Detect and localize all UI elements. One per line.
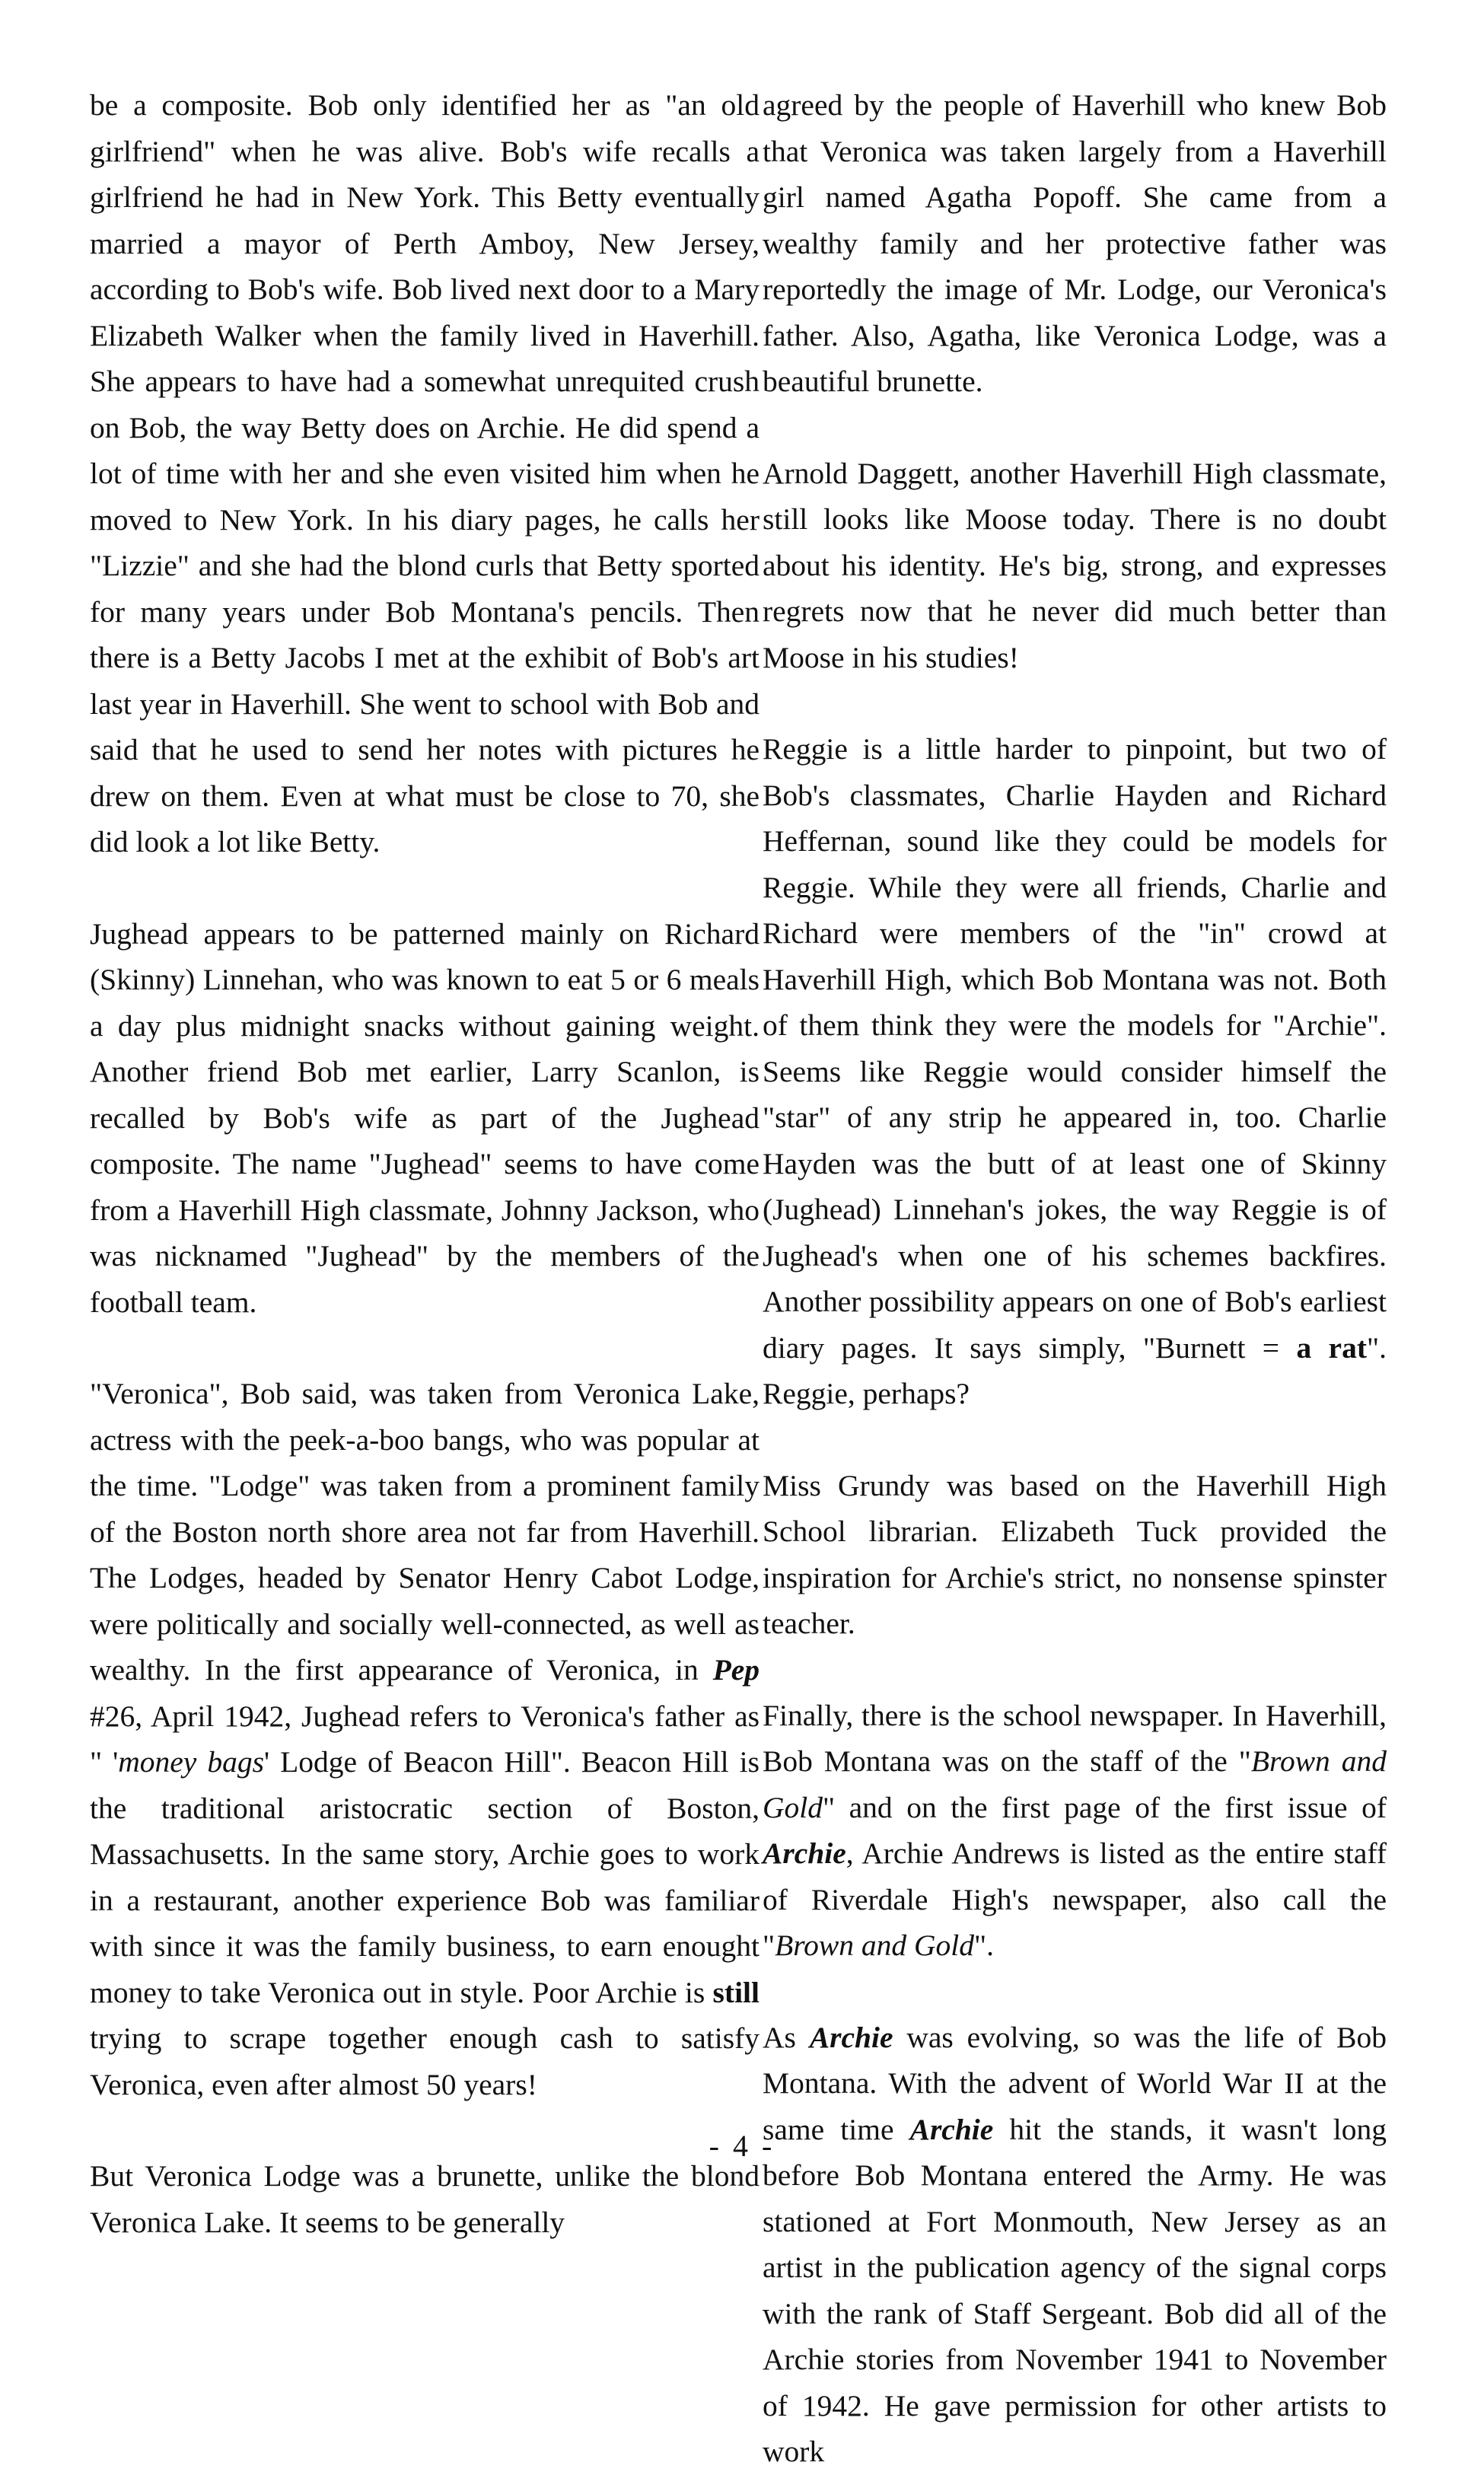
paragraph-newspaper xyxy=(763,1693,1387,1969)
text-run: , Archie Andrews is listed as the entire staff of Riverdale High's newspaper, also call the " xyxy=(763,1836,1387,1962)
emphasis-archie: Archie xyxy=(763,1836,846,1870)
text-run: Reggie is a little harder to pinpoint, but two of Bob's classmates, Charlie Hayden and Richard Heffernan, sound like they could be models for Reggie. While they were all friends, Charlie and Richard were members of the "in" crowd at Haverhill High, which Bob Montana was not. Both of them think they were the models for "Archie". Seems like Reggie would consider himself the "star" of any strip he appeared in, too. Charlie Hayden was the butt of at least one of Skinny (Jughead) Linnehan's jokes, the way Reggie is of Jughead's when one of his schemes backfires. Another possibility appears on one of Bob's earliest diary pages. It says simply, "Burnett = xyxy=(763,732,1387,1365)
text-run: was evolving, so was the life of Bob Montana. With the advent of World War II at the same time xyxy=(763,2020,1387,2146)
emphasis-pep: Pep xyxy=(712,1653,760,1687)
emphasis-archie: Archie xyxy=(909,2112,994,2146)
text-run: ". Reggie, perhaps? xyxy=(763,1330,1387,1410)
text-run: ' Lodge of Beacon Hill". Beacon Hill is the traditional aristocratic section of Boston, Massachusetts. In the same story, Archie goes to work in a restaurant, another experience Bob was familiar with since it was the family business, to earn enought money to take Veronica out in style. Poor Archie is xyxy=(90,1745,760,2009)
text-run: trying to scrape together enough cash to satisfy Veronica, even after almost 50 years! xyxy=(90,2021,760,2101)
emphasis-brown-and-gold: Brown and Gold xyxy=(775,1929,975,1962)
right-column xyxy=(763,82,1387,2475)
text-run: #26, April 1942, Jughead refers to Veronica's father as " ' xyxy=(90,1699,760,1779)
emphasis-money-bags: money bags xyxy=(118,1745,264,1779)
paragraph-miss-grundy: Miss Grundy was based on the Haverhill High School librarian. Elizabeth Tuck provided the inspiration for Archie's strict, no nonsense spinster teacher. xyxy=(763,1468,1387,1640)
emphasis-brown-and-gold: Brown and Gold xyxy=(763,1744,1387,1824)
left-column xyxy=(90,82,760,2245)
paragraph-reggie xyxy=(763,726,1387,1417)
text-run: As xyxy=(763,2020,810,2054)
text-run: hit the stands, it wasn't long before Bob Montana entered the Army. He was stationed at Fort Monmouth, New Jersey as an artist in the publication agency of the signal corps with the rank of Staff Sergeant. Bob did all of the Archie stories from November 1941 to November of 1942. He gave permission for other artists to work xyxy=(763,2112,1387,2468)
text-run: Finally, there is the school newspaper. In Haverhill, Bob Montana was on the staff of the " xyxy=(763,1698,1387,1778)
paragraph-army xyxy=(763,2015,1387,2475)
text-run: ". xyxy=(974,1929,995,1962)
paragraph-agatha: agreed by the people of Haverhill who knew Bob that Veronica was taken largely from a Haverhill girl named Agatha Popoff. She came from a wealthy family and her protective father was reportedly the image of Mr. Lodge, our Veronica's father. Also, Agatha, like Veronica Lodge, was a beautiful brunette. xyxy=(763,88,1387,398)
paragraph-moose: Arnold Daggett, another Haverhill High classmate, still looks like Moose today. There is no doubt about his identity. He's big, strong, and expresses regrets now that he never did much better than Moose in his studies! xyxy=(763,456,1387,674)
paragraph-veronica-brunette: But Veronica Lodge was a brunette, unlike the blond Veronica Lake. It seems to be generally xyxy=(90,2159,760,2239)
emphasis-a-rat: a rat xyxy=(1296,1330,1367,1365)
page-number: - 4 - xyxy=(709,2129,775,2163)
text-run: " and on the first page of the first issue of xyxy=(823,1790,1387,1824)
paragraph-veronica-lodge xyxy=(90,1371,760,2107)
paragraph-jughead: Jughead appears to be patterned mainly on Richard (Skinny) Linnehan, who was known to eat 5 or 6 meals a day plus midnight snacks without gaining weight. Another friend Bob met earlier, Larry Scanlon, is recalled by Bob's wife as part of the Jughead composite. The name "Jughead" seems to have come from a Haverhill High classmate, Johnny Jackson, who was nicknamed "Jughead" by the members of the football team. xyxy=(90,916,760,1319)
paragraph-betty: be a composite. Bob only identified her as "an old girlfriend" when he was alive. Bob's wife recalls a girlfriend he had in New York. This Betty eventually married a mayor of Perth Amboy, New Jersey, according to Bob's wife. Bob lived next door to a Mary Elizabeth Walker when the family lived in Haverhill. She appears to have had a somewhat unrequited crush on Bob, the way Betty does on Archie. He did spend a lot of time with her and she even visited him when he moved to New York. In his diary pages, he calls her "Lizzie" and she had the blond curls that Betty sported for many years under Bob Montana's pencils. Then there is a Betty Jacobs I met at the exhibit of Bob's art last year in Haverhill. She went to school with Bob and said that he used to send her notes with pictures he drew on them. Even at what must be close to 70, she did look a lot like Betty. xyxy=(90,88,760,858)
emphasis-still: still xyxy=(712,1975,760,2009)
text-run: "Veronica", Bob said, was taken from Veronica Lake, actress with the peek-a-boo bangs, who was popular at the time. "Lodge" was taken from a prominent family of the Boston north shore area not far from Haverhill. The Lodges, headed by Senator Henry Cabot Lodge, were politically and socially well-connected, as well as wealthy. In the first appearance of Veronica, in xyxy=(90,1377,760,1687)
emphasis-archie: Archie xyxy=(809,2020,893,2054)
